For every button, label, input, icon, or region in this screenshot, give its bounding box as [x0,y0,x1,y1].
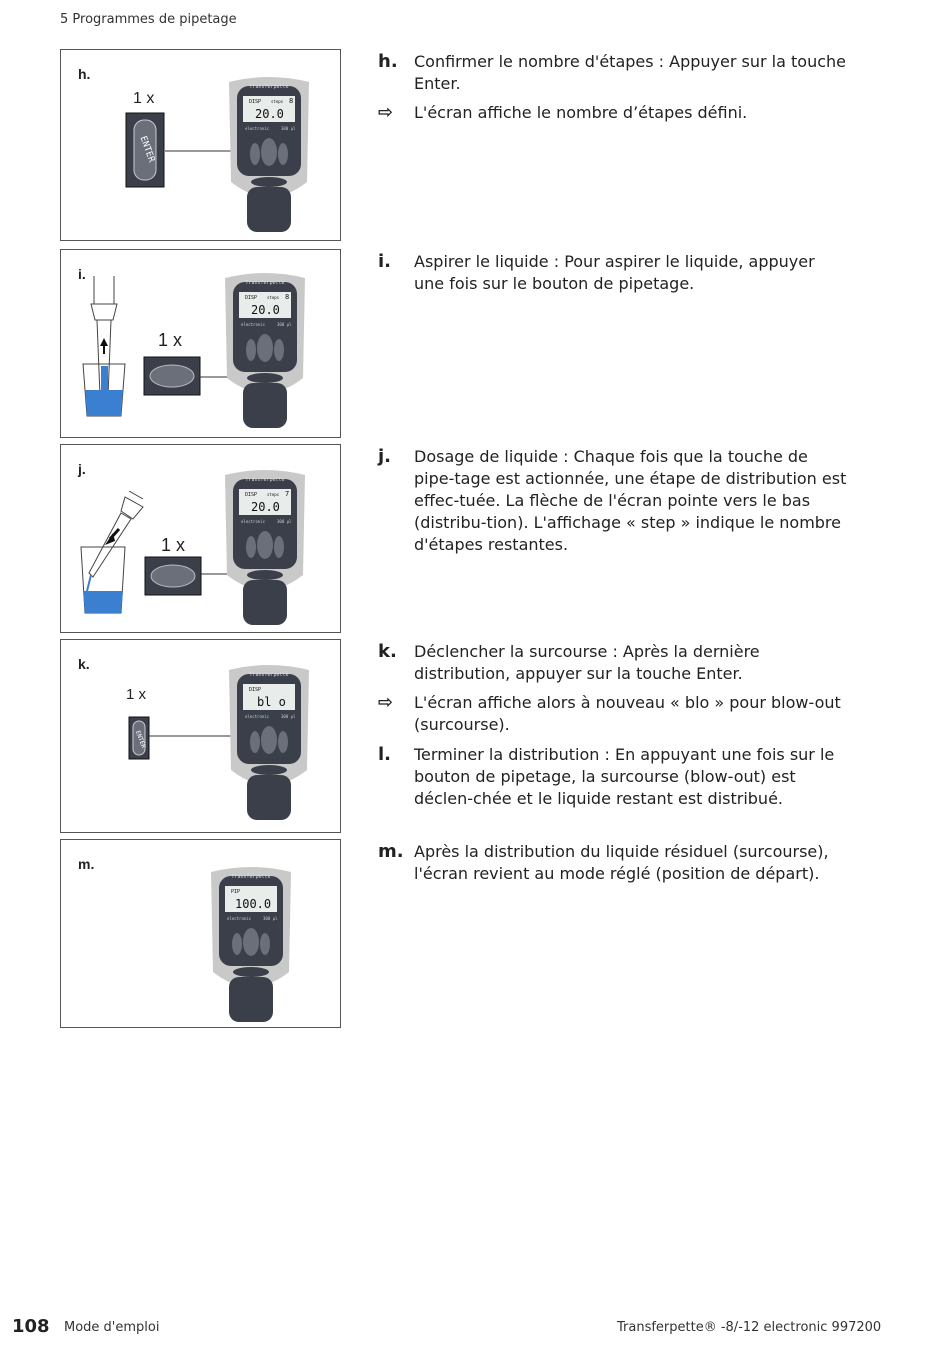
panel-label: m. [78,856,95,872]
device-brand: Transferpette [245,477,285,483]
footer-product: Transferpette® -8/-12 electronic 997200 [617,1320,882,1335]
screen-mode: DISP [249,99,262,105]
screen-steps-label: steps [271,99,284,104]
page-header: 5 Programmes de pipetage [60,12,237,27]
device-range: 300 µl [281,126,296,131]
step-text: Terminer la distribution : En appuyant une fois sur le bouton de pipetage, la surcourse (blow-out) est déclen-chée et le liquide restant est distribué. [414,745,835,808]
screen-value: 20.0 [251,303,280,317]
panel-label: j. [78,461,86,477]
step-marker: h. [378,51,398,72]
step-l [378,744,848,810]
step-marker: j. [378,446,392,467]
page-number: 108 [12,1316,50,1337]
pipetting-button-closeup [144,556,204,596]
step-text: Après la distribution du liquide résiduel (surcourse), l'écran revient au mode réglé (position de départ). [414,842,829,883]
step-j [378,446,848,556]
device-brand: Transferpette [231,874,271,880]
device-brand: Transferpette [245,280,285,286]
step-text: L'écran affiche alors à nouveau « blo » pour blow-out (surcourse). [414,693,841,734]
screen-value: bl o [257,695,286,709]
enter-button-closeup [125,112,165,188]
step-m [378,841,848,885]
device-range: 300 µl [277,519,292,524]
pipette-device [215,465,315,625]
screen-value: 100.0 [235,897,272,911]
device-sub: electronic [245,714,270,719]
panel-label: h. [78,66,91,82]
step-text: Dosage de liquide : Chaque fois que la touche de pipe-tage est actionnée, une étape de distribution est effec-tuée. La flèche de l'écran pointe vers le bas (distribu-tion). L'affichage « step » indique le nombre d'étapes restantes. [414,447,847,554]
press-count: 1 x [161,535,186,555]
panel-k [60,639,341,833]
step-text: Confirmer le nombre d'étapes : Appuyer sur la touche Enter. [414,52,846,93]
screen-value: 20.0 [255,107,284,121]
enter-button-text: ENTER [137,134,157,164]
panel-h [60,49,341,241]
screen-steps-label: steps [267,295,280,300]
step-k [378,641,848,685]
enter-button-text: ENTER [134,729,147,750]
press-count: 1 x [133,90,155,107]
tip-dispensing-into-beaker [77,491,157,615]
step-h [378,51,848,95]
device-sub: electronic [241,322,266,327]
device-sub: electronic [245,126,270,131]
step-marker: k. [378,641,397,662]
screen-mode: PIP [231,889,241,895]
device-sub: electronic [241,519,266,524]
pipette-device [201,862,301,1022]
panel-j [60,444,341,633]
step-text: Aspirer le liquide : Pour aspirer le liquide, appuyer une fois sur le bouton de pipetage. [414,252,815,293]
screen-steps: 7 [285,490,290,498]
pipette-device [219,660,319,820]
device-range: 300 µl [263,916,278,921]
pipette-device [219,72,319,232]
step-text: L'écran affiche le nombre d’étapes défini. [414,103,748,122]
screen-mode: DISP [245,295,258,301]
screen-steps: 8 [289,97,294,105]
step-marker: m. [378,841,404,862]
device-range: 300 µl [281,714,296,719]
footer-doc-title: Mode d'emploi [64,1320,160,1335]
panel-label: k. [78,656,90,672]
device-brand: Transferpette [249,84,289,90]
pipetting-button-closeup [143,356,203,396]
press-count: 1 x [158,330,183,350]
press-count: 1 x [126,686,147,703]
result-arrow-icon: ⇨ [378,102,394,123]
enter-button-closeup [128,716,150,760]
step-i [378,251,848,295]
device-sub: electronic [227,916,252,921]
device-brand: Transferpette [249,672,289,678]
screen-steps-label: steps [267,492,280,497]
screen-mode: DISP [249,687,262,693]
step-result-k [378,692,848,736]
step-marker: i. [378,251,392,272]
tip-in-beaker [79,276,129,418]
pipette-device [215,268,315,428]
panel-i [60,249,341,438]
screen-value: 20.0 [251,500,280,514]
screen-steps: 8 [285,293,290,301]
device-range: 300 µl [277,322,292,327]
panel-label: i. [78,266,86,282]
result-arrow-icon: ⇨ [378,692,394,713]
step-marker: l. [378,744,392,765]
screen-mode: DISP [245,492,258,498]
panel-m [60,839,341,1028]
step-result-h [378,102,848,124]
step-text: Déclencher la surcourse : Après la dernière distribution, appuyer sur la touche Enter. [414,642,760,683]
